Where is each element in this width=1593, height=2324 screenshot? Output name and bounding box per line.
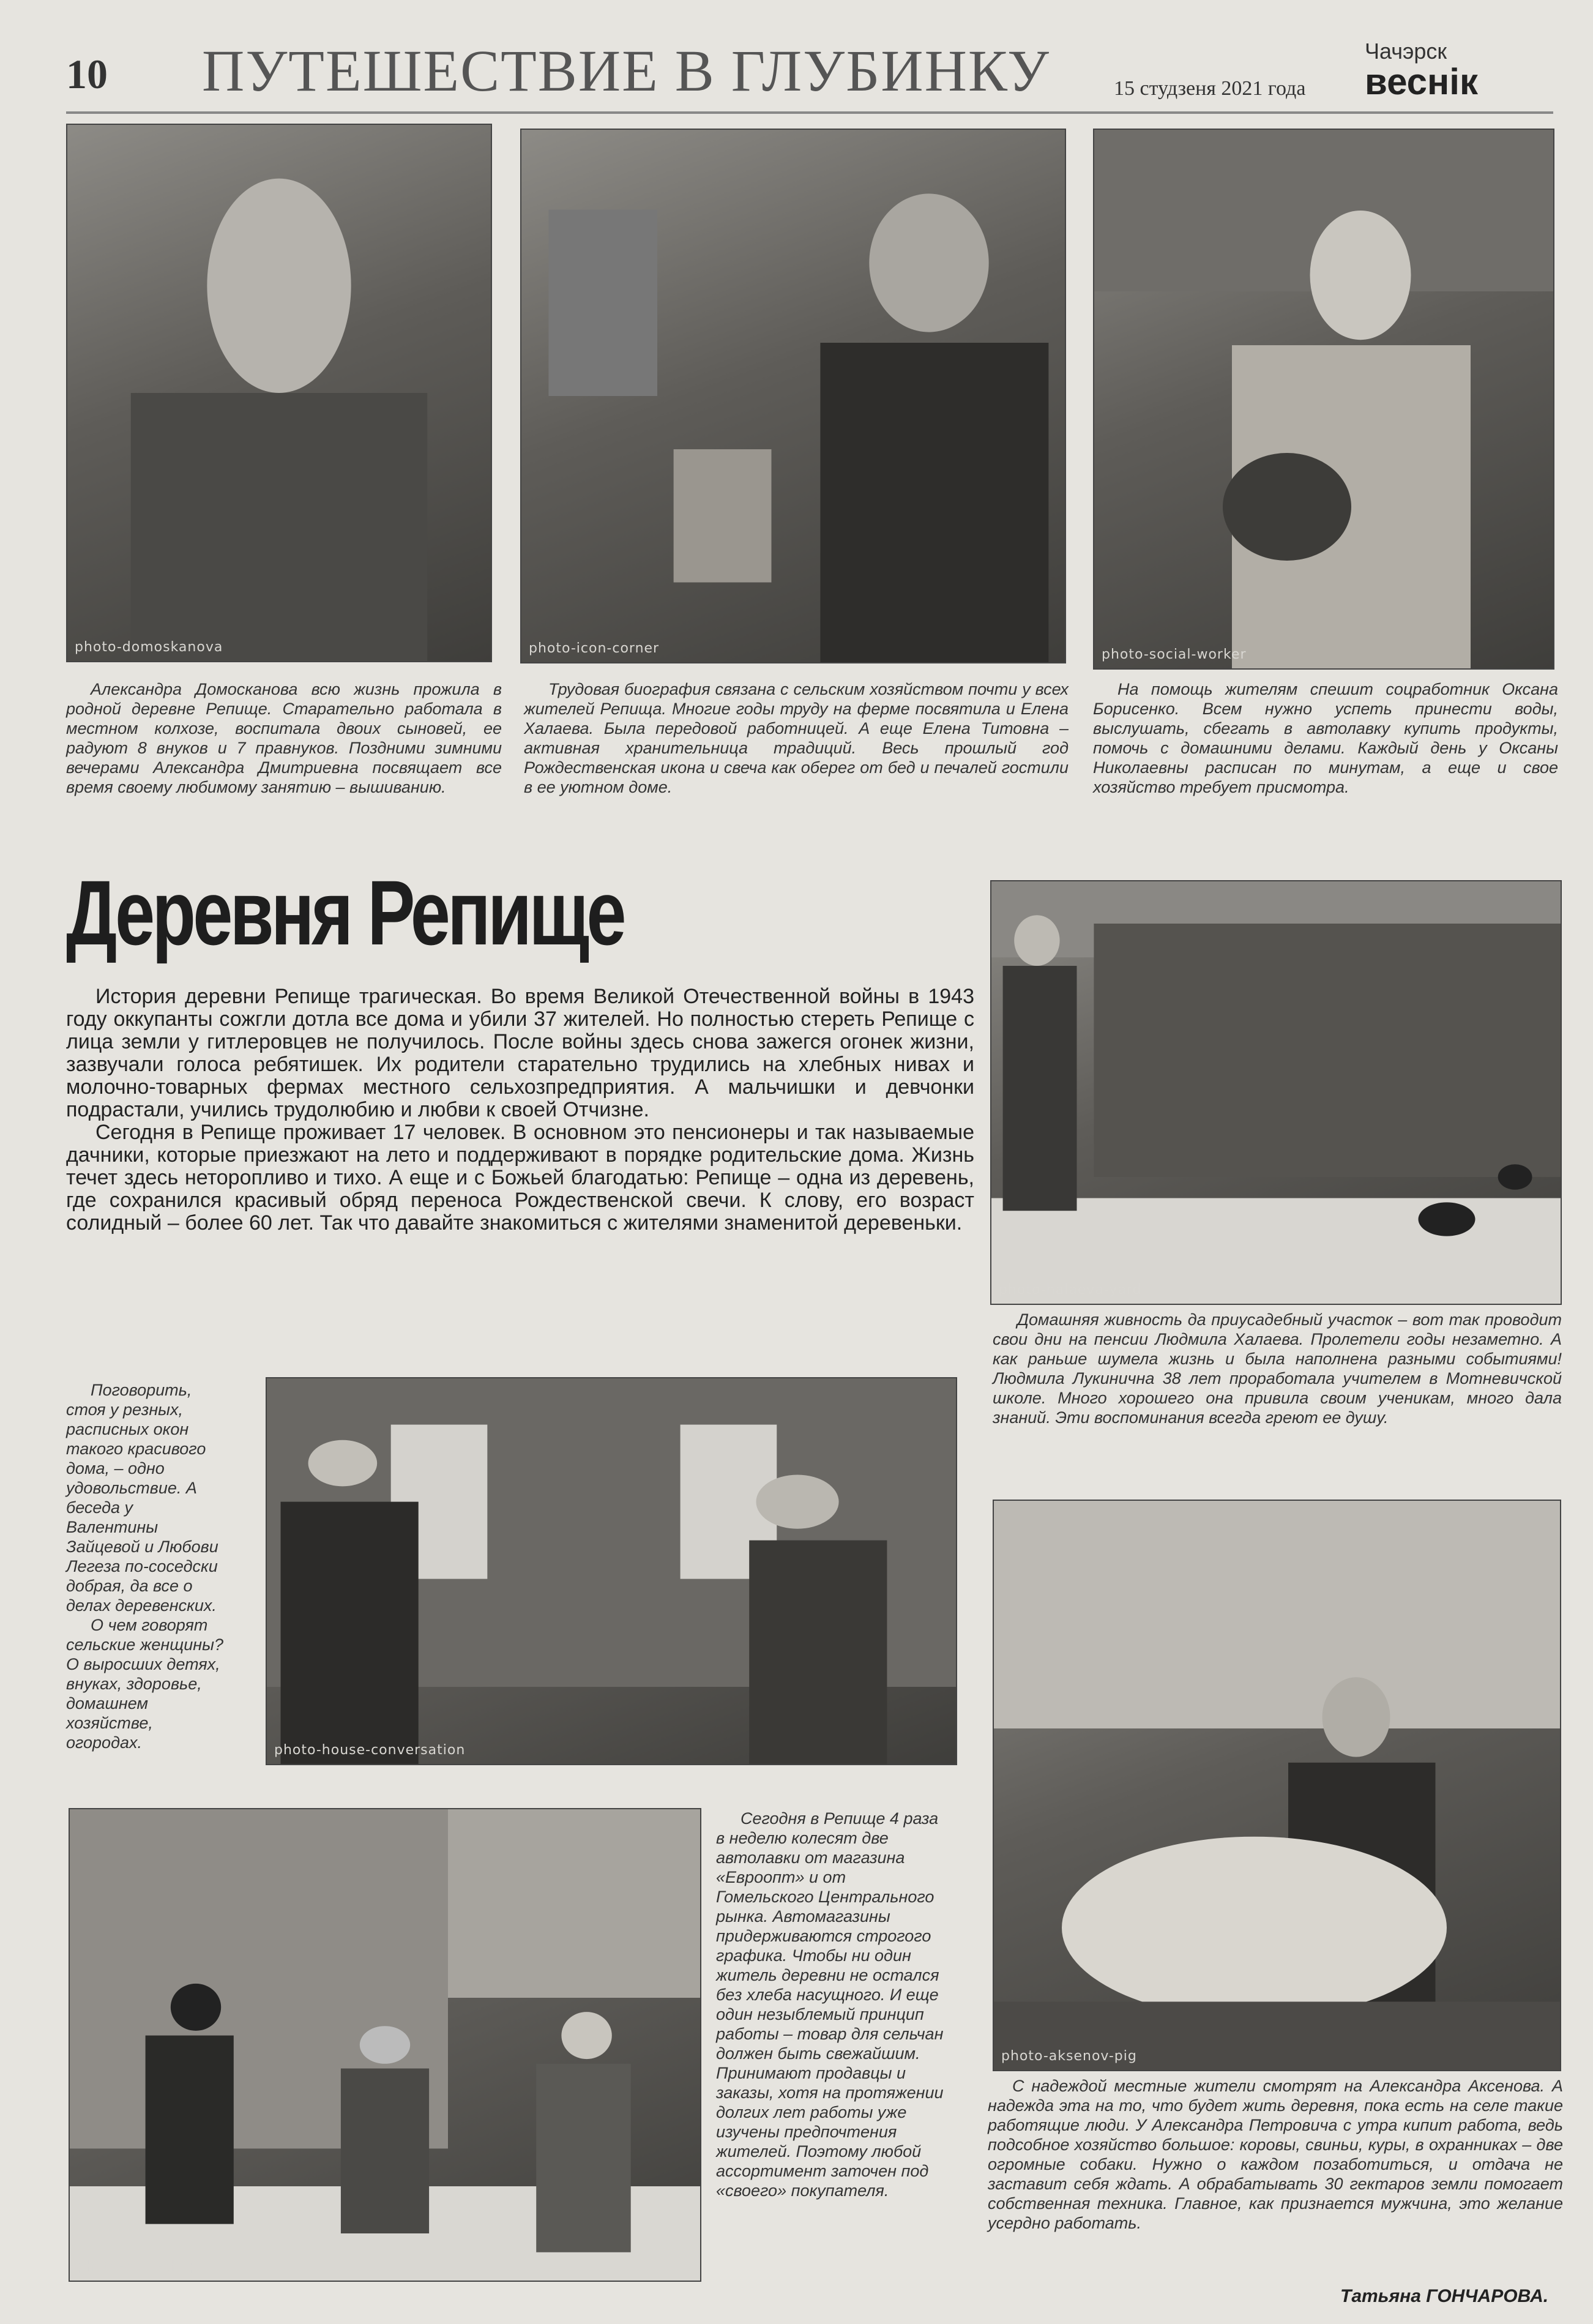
- masthead-logo: [1365, 39, 1548, 106]
- caption-auto-shop: Сегодня в Репище 4 раза в неделю колесят две автолавки от магазина «Евроопт» и от Гомельского Центрального рынка. Автомагазины придерживаются строгого графика. Чтобы ни один житель деревни не остался без хлеба насущного. И еще один незыблемый принцип работы – товар для сельчан должен быть свежайшим. Принимают продавцы и заказы, хотя на протяжении долгих лет работы уже изучены предпочтения жителей. Поэтому любой ассортимент заточен под «своего» покупателя.: [716, 1809, 944, 2200]
- page-number: 10: [66, 51, 108, 97]
- photo-aksenov-pig: photo-aksenov-pig: [993, 1500, 1561, 2071]
- photo-social-worker: photo-social-worker: [1093, 129, 1554, 670]
- caption-borisenko: На помощь жителям спешит соцработник Оксана Борисенко. Всем нужно успеть принести воды, выслушать, сбегать в автолавку купить продукты, помочь с домашними делами. Каждый день у Оксаны Николаевны расписан по минутам, а еще и свое хозяйство требует присмотра.: [1093, 680, 1558, 796]
- logo-bottom: веснік: [1365, 61, 1478, 102]
- issue-date: 15 студзеня 2021 года: [1114, 77, 1306, 100]
- author-signature: Татьяна ГОНЧАРОВА.: [1340, 2286, 1549, 2306]
- photo-icon-corner: photo-icon-corner: [520, 129, 1066, 663]
- caption-halaeva: Трудовая биография связана с сельским хозяйством почти у всех жителей Репища. Многие годы труду на ферме посвятила и Елена Халаева. Была передовой работницей. А еще Елена Титовна – активная хранительница традиций. Весь прошлый год Рождественская икона и свеча как оберег от бед и печалей гостили в ее уютном доме.: [524, 680, 1069, 796]
- headline: Деревня Репище: [66, 861, 624, 964]
- photo-domoskanova: photo-domoskanova: [66, 124, 492, 662]
- photo-halaeva-yard: photo-halaeva-yard: [990, 880, 1562, 1305]
- article-paragraph-2: Сегодня в Репище проживает 17 человек. В основном это пенсионеры и так называемые дачники, которые приезжают на лето и поддерживают в порядке родительские дома. Жизнь течет здесь неторопливо и тихо. А еще и с Божьей благодатью: Репище – одна из деревень, где сохранился красивый обряд переноса Рождественской свечи. К слову, его возраст солидный – более 60 лет. Так что давайте знакомиться с жителями знаменитой деревеньки.: [66, 1121, 974, 1235]
- article-paragraph-1: История деревни Репище трагическая. Во время Великой Отечественной войны в 1943 году оккупанты сожгли дотла все дома и убили 37 жителей. Но полностью стереть Репище с лица земли у гитлеровцев не получилось. После войны здесь снова зажегся огонек жизни, зазвучали голоса ребятишек. Их родители старательно трудились на хлебных нивах и молочно-товарных фермах местного сельхозпредприятия. А мальчишки и девчонки подрастали, учились трудолюбию и любви к своей Отчизне.: [66, 985, 974, 1121]
- caption-halaeva-yard: Домашняя живность да приусадебный участок – вот так проводит свои дни на пенсии Людмила Халаева. Пролетели годы незаметно. А как раньше шумела жизнь и была наполнена разными событиями! Людмила Лукинична 38 лет проработала учителем в Мотневичской школе. Много хорошего она привила своим ученикам, много дала знаний. Эти воспоминания всегда греют ее душу.: [993, 1310, 1562, 1427]
- photo-auto-shop: photo-auto-shop: [69, 1808, 701, 2282]
- caption-aksenov: С надеждой местные жители смотрят на Александра Аксенова. А надежда эта на то, что будет жить деревня, пока есть на селе такие работящие люди. У Александра Петровича с утра кипит работа, ведь подсобное хозяйство большое: коровы, свиньи, куры, в охранниках – две огромные собаки. Нужно о каждом позаботиться, и отдача не заставит себя ждать. А обрабатывать 30 гектаров земли помогает собственная техника. Главное, как признается мужчина, это желание усердно работать.: [988, 2077, 1563, 2232]
- caption-domoskanova: Александра Домосканова всю жизнь прожила в родной деревне Репище. Старательно работала в местном колхозе, воспитала двоих сыновей, ее радуют 8 внуков и 7 правнуков. Поздними зимними вечерами Александра Дмитриевна посвящает все время своему любимому занятию – вышиванию.: [66, 680, 502, 796]
- section-title: ПУТЕШЕСТВИЕ В ГЛУБИНКУ: [202, 38, 1050, 103]
- photo-house-conversation: photo-house-conversation: [266, 1377, 957, 1765]
- logo-top: Чачэрск: [1365, 39, 1447, 64]
- article-body: [66, 985, 974, 1235]
- caption-house-conversation: Поговорить, стоя у резных, расписных окон такого красивого дома, – одно удовольствие. А беседа у Валентины Зайцевой и Любови Легеза по-соседски добрая, да все о делах деревенских. О чем говорят сельские женщины? О выросших детях, внуках, здоровье, домашнем хозяйстве, огородах.: [66, 1381, 224, 1752]
- header-rule: [66, 111, 1553, 114]
